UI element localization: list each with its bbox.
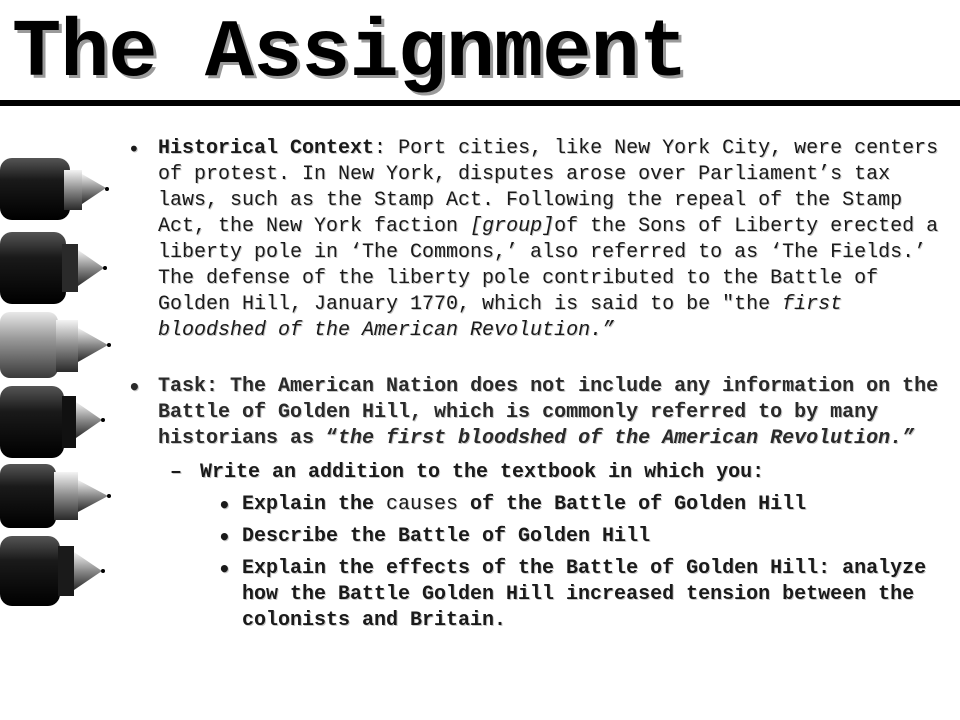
bullet-text: of the Sons of Liberty erected a liberty pole in ‘The Commons,’ also referred to as ‘The Fields.’ The defense of the liberty pole contributed to the Battle of Golden Hill, January 1770, which is said to be "the xyxy=(158,215,939,316)
slide-content xyxy=(122,136,950,640)
bullet-text: Port cities, like New York City, were centers of protest. In New York, disputes arose over Parliament’s tax laws, such as the Stamp Act. Following the repeal of the Stamp Act, the New York faction xyxy=(158,137,939,238)
title-divider xyxy=(0,100,960,106)
pen-icon xyxy=(0,158,109,220)
bullet-label: Task xyxy=(158,375,207,398)
subsub-text: Explain the effects of the Battle of Golden Hill: analyze how the Battle Golden Hill increased tension between the colonists and Britain. xyxy=(242,557,927,632)
pen-icon xyxy=(0,464,111,528)
slide-title: The Assignment xyxy=(12,7,687,100)
bullet-text: The American Nation does not include any information on the Battle of Golden Hill, which is commonly referred to by many historians as “ xyxy=(158,375,939,450)
bullet-text-italic: [group] xyxy=(470,215,555,238)
subsub-text: of the Battle of Golden Hill xyxy=(458,493,807,516)
subsub-text: Describe the Battle of Golden Hill xyxy=(242,525,651,548)
pen-icon xyxy=(0,386,105,458)
bullet-text-italic: first bloodshed of the American Revolution.” xyxy=(158,293,843,342)
bullet-label: Historical Context xyxy=(158,137,375,160)
bullet-separator: : xyxy=(374,137,399,160)
subsub-item xyxy=(122,524,950,550)
subsub-item xyxy=(122,492,950,518)
subsub-text: Explain the xyxy=(242,493,387,516)
bullet-text-italic: the first bloodshed of the American Revolution.” xyxy=(338,427,915,450)
pen-icon xyxy=(0,536,105,606)
sub-item xyxy=(122,460,950,486)
subsub-text-emphasis: causes xyxy=(386,493,459,516)
pen-icon xyxy=(0,312,111,378)
sub-item-text: Write an addition to the textbook in which you: xyxy=(200,461,765,484)
pens-decoration xyxy=(0,130,120,630)
pen-icon xyxy=(0,232,107,304)
bullet-historical-context xyxy=(122,136,950,344)
subsub-list xyxy=(122,492,950,634)
bullet-separator: : xyxy=(206,375,231,398)
subsub-item xyxy=(122,556,950,634)
dash-marker: – xyxy=(170,461,183,484)
bullet-task xyxy=(122,374,950,452)
